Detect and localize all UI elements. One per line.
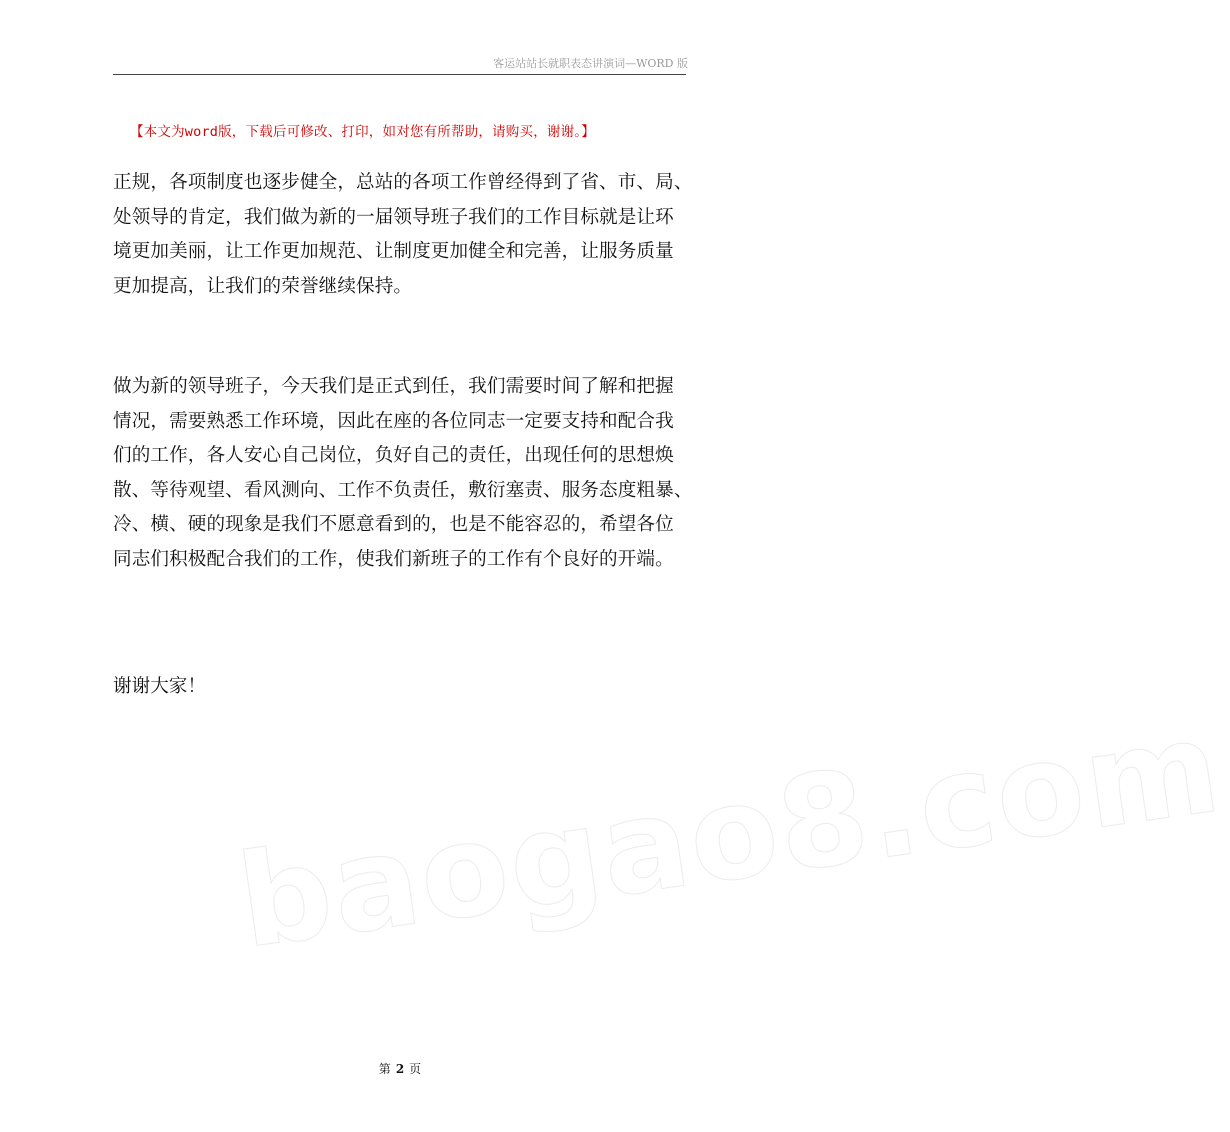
body-paragraph-1 — [113, 166, 693, 304]
page-footer — [0, 1060, 800, 1077]
paragraph-line: 们的工作，各人安心自己岗位，负好自己的责任，出现任何的思想焕 — [113, 445, 674, 467]
body-paragraph-2 — [113, 370, 693, 578]
paragraph-line: 做为新的领导班子，今天我们是正式到任，我们需要时间了解和把握 — [113, 376, 674, 397]
paragraph-line: 散、等待观望、看风测向、工作不负责任，敷衍塞责、服务态度粗暴、 — [113, 479, 693, 501]
watermark: baogao8.com — [230, 692, 1230, 978]
download-notice: 【本文为word版，下载后可修改、打印，如对您有所帮助，请购买，谢谢。】 — [130, 124, 595, 140]
page-number: 2 — [395, 1062, 405, 1076]
paragraph-line: 同志们积极配合我们的工作，使我们新班子的工作有个良好的开端。 — [113, 548, 674, 570]
paragraph-line: 情况，需要熟悉工作环境，因此在座的各位同志一定要支持和配合我 — [113, 410, 674, 432]
paragraph-line: 正规，各项制度也逐步健全，总站的各项工作曾经得到了省、市、局、 — [113, 172, 693, 193]
closing-line: 谢谢大家！ — [113, 676, 206, 697]
paragraph-line: 处领导的肯定，我们做为新的一届领导班子我们的工作目标就是让环 — [113, 206, 674, 228]
header-divider — [113, 74, 686, 75]
paragraph-line: 更加提高，让我们的荣誉继续保持。 — [113, 275, 413, 297]
paragraph-line: 冷、横、硬的现象是我们不愿意看到的，也是不能容忍的，希望各位 — [113, 514, 674, 536]
page-number-suffix: 页 — [409, 1062, 422, 1076]
paragraph-line: 境更加美丽，让工作更加规范、让制度更加健全和完善，让服务质量 — [113, 241, 674, 263]
page-header-title: 客运站站长就职表态讲演词—WORD 版 — [493, 57, 688, 70]
page-number-prefix: 第 — [378, 1062, 391, 1076]
